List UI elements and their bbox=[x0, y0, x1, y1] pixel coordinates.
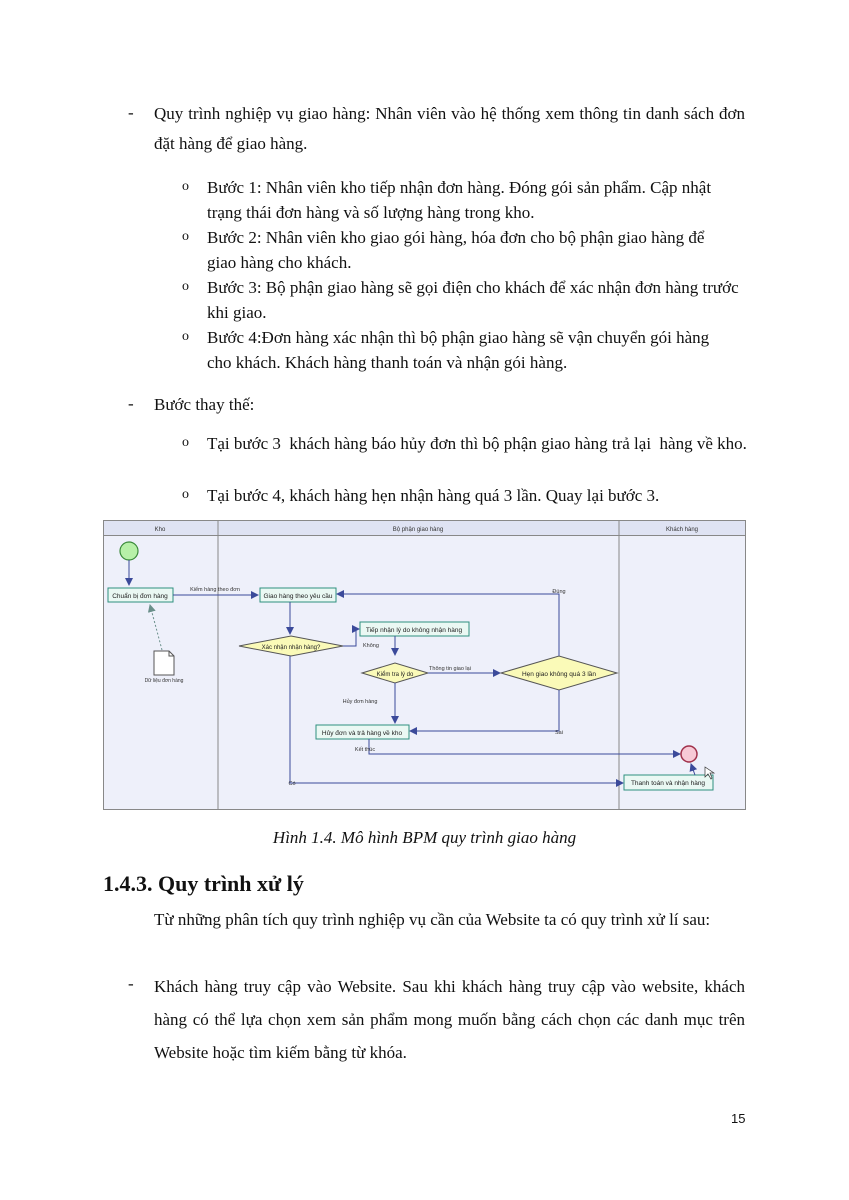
sub-bullet: o bbox=[182, 329, 189, 344]
sub-bullet: o bbox=[182, 279, 189, 294]
edge-label-redeliver-info: Thông tin giao lại bbox=[429, 666, 471, 672]
sub-bullet: o bbox=[182, 229, 189, 244]
step-3-text: Bước 3: Bộ phận giao hàng sẽ gọi điện cho khách để xác nhận đơn hàng trước khi giao. bbox=[207, 278, 752, 322]
bullet-text-website-access: Khách hàng truy cập vào Website. Sau khi khách hàng truy cập vào website, khách hàng có thể lựa chọn xem sản phẩm mong muốn bằng cách chọn các danh mục trên Website hoặc tìm kiếm bằng từ khóa. bbox=[154, 977, 745, 1062]
edge-label-check-order: Kiểm hàng theo đơn bbox=[190, 587, 240, 593]
diagram-frame bbox=[104, 521, 746, 810]
activity-cancel-label: Hủy đơn và trả hàng về kho bbox=[321, 730, 403, 737]
figure-caption: Hình 1.4. Mô hình BPM quy trình giao hàng bbox=[272, 828, 577, 847]
alternative-1-text: Tại bước 3 khách hàng báo hủy đơn thì bộ phận giao hàng trả lại hàng về kho. bbox=[207, 434, 747, 453]
edge-label-true: Đúng bbox=[552, 589, 566, 595]
activity-receive-reason-label: Tiếp nhận lý do không nhận hàng bbox=[365, 627, 463, 634]
lane-kho: Kho bbox=[154, 527, 166, 533]
list-dash: - bbox=[128, 103, 134, 122]
edge-label-cancel-order: Hủy đơn hàng bbox=[342, 699, 378, 705]
decision-appointment-label: Hẹn giao không quá 3 lần bbox=[521, 671, 597, 678]
intro-paragraph: Từ những phân tích quy trình nghiệp vụ cần của Website ta có quy trình xử lí sau: bbox=[154, 910, 711, 929]
sub-bullet: o bbox=[182, 487, 189, 502]
edge-label-no: Không bbox=[363, 643, 379, 649]
edge-label-false: Sai bbox=[555, 730, 563, 736]
bpm-diagram bbox=[103, 520, 746, 810]
activity-pay-label: Thanh toán và nhận hàng bbox=[630, 780, 706, 787]
edge-label-end: Kết thúc bbox=[354, 747, 376, 753]
step-2-text: Bước 2: Nhân viên kho giao gói hàng, hóa đơn cho bộ phận giao hàng để giao hàng cho khách. bbox=[207, 228, 705, 272]
lane-delivery-department: Bộ phận giao hàng bbox=[392, 527, 444, 533]
start-event bbox=[120, 542, 138, 560]
list-dash: - bbox=[128, 974, 134, 993]
edge-label-yes: Có bbox=[288, 781, 296, 787]
end-event bbox=[681, 746, 697, 762]
data-object-label: Dữ liệu đơn hàng bbox=[144, 678, 184, 684]
decision-confirm-label: Xác nhận nhận hàng? bbox=[261, 645, 321, 651]
sub-bullet: o bbox=[182, 435, 189, 450]
activity-deliver-label: Giao hàng theo yêu cầu bbox=[263, 593, 333, 600]
page-number: 15 bbox=[731, 1111, 746, 1126]
list-dash: - bbox=[128, 394, 134, 413]
decision-check-reason-label: Kiểm tra lý do bbox=[376, 672, 414, 678]
alternative-2-text: Tại bước 4, khách hàng hẹn nhận hàng quá 3 lần. Quay lại bước 3. bbox=[207, 486, 660, 505]
lane-customer: Khách hàng bbox=[665, 527, 699, 533]
step-4-text: Bước 4:Đơn hàng xác nhận thì bộ phận giao hàng sẽ vận chuyển gói hàng cho khách. Khách hàng thanh toán và nhận gói hàng. bbox=[207, 328, 710, 372]
alternative-steps-label: Bước thay thế: bbox=[154, 395, 255, 414]
data-object-icon bbox=[154, 651, 174, 675]
sub-bullet: o bbox=[182, 179, 189, 194]
activity-prepare-order-label: Chuẩn bị đơn hàng bbox=[112, 593, 168, 600]
step-1-text: Bước 1: Nhân viên kho tiếp nhận đơn hàng. Đóng gói sản phẩm. Cập nhật trạng thái đơn hàng và số lượng hàng trong kho. bbox=[207, 178, 712, 222]
bullet-text-delivery-process: Quy trình nghiệp vụ giao hàng: Nhân viên vào hệ thống xem thông tin danh sách đơn đặt hàng để giao hàng. bbox=[154, 104, 745, 153]
section-heading: 1.4.3. Quy trình xử lý bbox=[103, 871, 304, 896]
